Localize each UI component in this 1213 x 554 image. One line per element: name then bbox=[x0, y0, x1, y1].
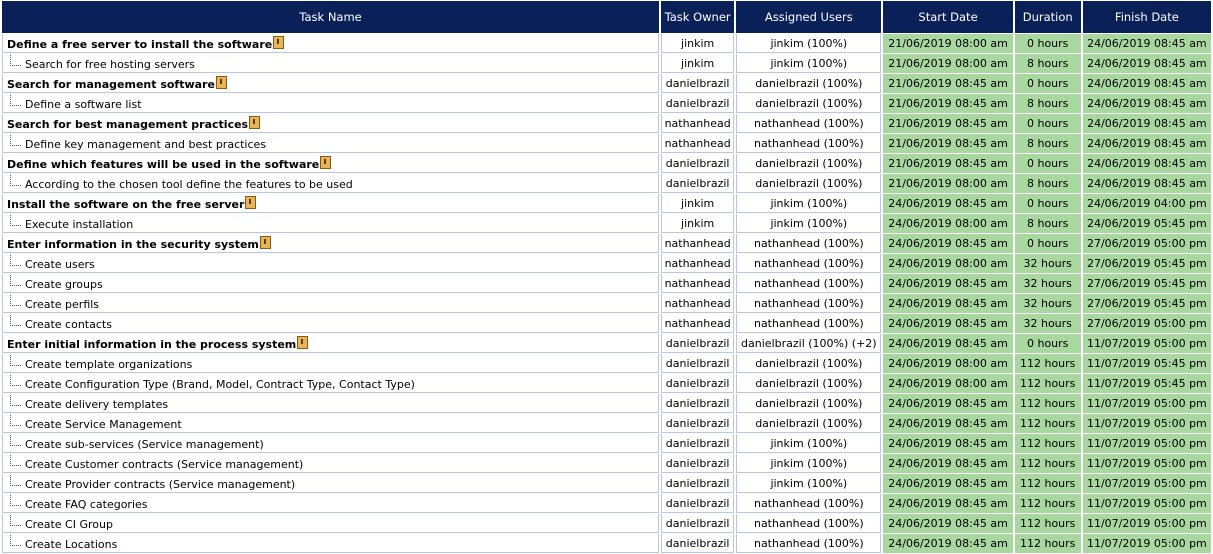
tree-connector-icon bbox=[10, 395, 21, 406]
duration-cell: 32 hours bbox=[1015, 254, 1081, 273]
tree-connector-icon bbox=[10, 415, 21, 426]
finish-date-cell: 11/07/2019 05:00 pm bbox=[1083, 514, 1211, 533]
task-rows bbox=[2, 34, 1211, 553]
task-name-cell[interactable] bbox=[2, 274, 659, 293]
tree-connector-icon bbox=[10, 355, 21, 366]
task-owner-cell: nathanhead bbox=[661, 114, 734, 133]
task-name-cell[interactable] bbox=[2, 454, 659, 473]
task-name-cell[interactable] bbox=[2, 94, 659, 113]
task-owner-cell: danielbrazil bbox=[661, 534, 734, 553]
task-owner-cell: jinkim bbox=[661, 194, 734, 213]
task-name-cell[interactable] bbox=[2, 494, 659, 513]
task-row-child[interactable] bbox=[2, 214, 1211, 233]
task-group-icon[interactable] bbox=[273, 36, 284, 49]
task-owner-cell: danielbrazil bbox=[661, 414, 734, 433]
start-date-cell: 24/06/2019 08:45 am bbox=[883, 434, 1012, 453]
task-name-cell[interactable] bbox=[2, 34, 659, 53]
task-name-cell[interactable] bbox=[2, 234, 659, 253]
duration-cell: 32 hours bbox=[1015, 274, 1081, 293]
finish-date-cell: 24/06/2019 08:45 am bbox=[1083, 94, 1211, 113]
task-row-parent[interactable] bbox=[2, 74, 1211, 93]
duration-cell: 112 hours bbox=[1015, 414, 1081, 433]
finish-date-cell: 11/07/2019 05:45 pm bbox=[1083, 354, 1211, 373]
assigned-users-cell: nathanhead (100%) bbox=[736, 294, 881, 313]
assigned-users-cell: nathanhead (100%) bbox=[736, 534, 881, 553]
finish-date-cell: 11/07/2019 05:00 pm bbox=[1083, 534, 1211, 553]
task-row-parent[interactable] bbox=[2, 194, 1211, 213]
task-name-cell[interactable] bbox=[2, 394, 659, 413]
task-name-label[interactable]: Create contacts bbox=[25, 318, 112, 331]
task-row-child[interactable] bbox=[2, 374, 1211, 393]
assigned-users-cell: jinkim (100%) bbox=[736, 54, 881, 73]
finish-date-cell: 11/07/2019 05:00 pm bbox=[1083, 394, 1211, 413]
duration-cell: 112 hours bbox=[1015, 394, 1081, 413]
finish-date-cell: 11/07/2019 05:00 pm bbox=[1083, 454, 1211, 473]
assigned-users-cell: jinkim (100%) bbox=[736, 434, 881, 453]
assigned-users-cell: danielbrazil (100%) bbox=[736, 394, 881, 413]
duration-cell: 112 hours bbox=[1015, 514, 1081, 533]
task-name-label[interactable]: Create FAQ categories bbox=[25, 498, 148, 511]
start-date-cell: 21/06/2019 08:45 am bbox=[883, 74, 1012, 93]
tree-connector-icon bbox=[10, 255, 21, 266]
task-row-child[interactable] bbox=[2, 414, 1211, 433]
duration-cell: 0 hours bbox=[1015, 234, 1081, 253]
task-owner-cell: nathanhead bbox=[661, 134, 734, 153]
duration-cell: 0 hours bbox=[1015, 154, 1081, 173]
assigned-users-cell: danielbrazil (100%) (+2) bbox=[736, 334, 881, 353]
duration-cell: 112 hours bbox=[1015, 454, 1081, 473]
tree-connector-icon bbox=[10, 315, 21, 326]
task-name-cell[interactable] bbox=[2, 354, 659, 373]
assigned-users-cell: nathanhead (100%) bbox=[736, 134, 881, 153]
task-owner-cell: nathanhead bbox=[661, 234, 734, 253]
assigned-users-cell: nathanhead (100%) bbox=[736, 274, 881, 293]
start-date-cell: 21/06/2019 08:45 am bbox=[883, 154, 1012, 173]
duration-cell: 112 hours bbox=[1015, 434, 1081, 453]
task-name-label[interactable]: Create Locations bbox=[25, 538, 118, 551]
task-owner-cell: danielbrazil bbox=[661, 334, 734, 353]
duration-cell: 32 hours bbox=[1015, 314, 1081, 333]
task-name-label[interactable]: Create users bbox=[25, 258, 95, 271]
finish-date-cell: 24/06/2019 08:45 am bbox=[1083, 74, 1211, 93]
duration-cell: 0 hours bbox=[1015, 194, 1081, 213]
start-date-cell: 24/06/2019 08:45 am bbox=[883, 194, 1012, 213]
column-header-start-date[interactable]: Start Date bbox=[883, 1, 1012, 33]
task-row-child[interactable] bbox=[2, 454, 1211, 473]
finish-date-cell: 11/07/2019 05:00 pm bbox=[1083, 414, 1211, 433]
duration-cell: 0 hours bbox=[1015, 114, 1081, 133]
task-owner-cell: danielbrazil bbox=[661, 74, 734, 93]
start-date-cell: 21/06/2019 08:45 am bbox=[883, 134, 1012, 153]
task-row-child[interactable] bbox=[2, 254, 1211, 273]
task-row-parent[interactable] bbox=[2, 34, 1211, 53]
tree-connector-icon bbox=[10, 295, 21, 306]
column-header-assigned-users[interactable]: Assigned Users bbox=[736, 1, 881, 33]
task-owner-cell: nathanhead bbox=[661, 254, 734, 273]
start-date-cell: 24/06/2019 08:00 am bbox=[883, 354, 1012, 373]
task-name-label[interactable]: Define key management and best practices bbox=[25, 138, 267, 151]
tree-connector-icon bbox=[10, 95, 21, 106]
task-name-label[interactable]: Install the software on the free server bbox=[7, 197, 245, 211]
finish-date-cell: 24/06/2019 08:45 am bbox=[1083, 134, 1211, 153]
task-row-child[interactable] bbox=[2, 134, 1211, 153]
task-name-cell[interactable] bbox=[2, 74, 659, 93]
start-date-cell: 24/06/2019 08:45 am bbox=[883, 534, 1012, 553]
task-name-label[interactable]: Search for free hosting servers bbox=[25, 58, 195, 71]
task-name-cell[interactable] bbox=[2, 434, 659, 453]
task-row-parent[interactable] bbox=[2, 154, 1211, 173]
task-name-label[interactable]: Enter initial information in the process system bbox=[7, 337, 297, 351]
task-row-child[interactable] bbox=[2, 494, 1211, 513]
task-row-parent[interactable] bbox=[2, 234, 1211, 253]
assigned-users-cell: danielbrazil (100%) bbox=[736, 74, 881, 93]
duration-cell: 112 hours bbox=[1015, 354, 1081, 373]
task-name-label[interactable]: Define a free server to install the software bbox=[7, 37, 273, 51]
task-row-child[interactable] bbox=[2, 314, 1211, 333]
task-row-child[interactable] bbox=[2, 294, 1211, 313]
task-owner-cell: danielbrazil bbox=[661, 514, 734, 533]
task-row-child[interactable] bbox=[2, 174, 1211, 193]
assigned-users-cell: danielbrazil (100%) bbox=[736, 154, 881, 173]
finish-date-cell: 24/06/2019 08:45 am bbox=[1083, 114, 1211, 133]
tree-connector-icon bbox=[10, 535, 21, 546]
tree-connector-icon bbox=[10, 175, 21, 186]
task-name-label[interactable]: Define a software list bbox=[25, 98, 142, 111]
assigned-users-cell: jinkim (100%) bbox=[736, 34, 881, 53]
duration-cell: 0 hours bbox=[1015, 34, 1081, 53]
tree-connector-icon bbox=[10, 475, 21, 486]
task-name-label[interactable]: Create delivery templates bbox=[25, 398, 169, 411]
duration-cell: 8 hours bbox=[1015, 54, 1081, 73]
task-name-cell[interactable] bbox=[2, 334, 659, 353]
task-name-label[interactable]: Create Configuration Type (Brand, Model, Contract Type, Contact Type) bbox=[25, 378, 415, 391]
finish-date-cell: 11/07/2019 05:00 pm bbox=[1083, 494, 1211, 513]
task-row-child[interactable] bbox=[2, 394, 1211, 413]
finish-date-cell: 27/06/2019 05:00 pm bbox=[1083, 314, 1211, 333]
task-name-cell[interactable] bbox=[2, 414, 659, 433]
duration-cell: 32 hours bbox=[1015, 294, 1081, 313]
assigned-users-cell: nathanhead (100%) bbox=[736, 494, 881, 513]
assigned-users-cell: danielbrazil (100%) bbox=[736, 354, 881, 373]
assigned-users-cell: jinkim (100%) bbox=[736, 454, 881, 473]
task-owner-cell: jinkim bbox=[661, 214, 734, 233]
start-date-cell: 21/06/2019 08:00 am bbox=[883, 34, 1012, 53]
task-name-cell[interactable] bbox=[2, 174, 659, 193]
assigned-users-cell: nathanhead (100%) bbox=[736, 114, 881, 133]
task-name-cell[interactable] bbox=[2, 474, 659, 493]
assigned-users-cell: danielbrazil (100%) bbox=[736, 374, 881, 393]
tree-connector-icon bbox=[10, 455, 21, 466]
start-date-cell: 21/06/2019 08:00 am bbox=[883, 54, 1012, 73]
task-row-child[interactable] bbox=[2, 94, 1211, 113]
assigned-users-cell: nathanhead (100%) bbox=[736, 314, 881, 333]
assigned-users-cell: danielbrazil (100%) bbox=[736, 414, 881, 433]
task-owner-cell: danielbrazil bbox=[661, 374, 734, 393]
start-date-cell: 24/06/2019 08:45 am bbox=[883, 494, 1012, 513]
finish-date-cell: 24/06/2019 08:45 am bbox=[1083, 154, 1211, 173]
finish-date-cell: 27/06/2019 05:45 pm bbox=[1083, 254, 1211, 273]
task-name-cell[interactable] bbox=[2, 194, 659, 213]
finish-date-cell: 27/06/2019 05:00 pm bbox=[1083, 234, 1211, 253]
start-date-cell: 24/06/2019 08:45 am bbox=[883, 394, 1012, 413]
finish-date-cell: 27/06/2019 05:45 pm bbox=[1083, 294, 1211, 313]
start-date-cell: 24/06/2019 08:00 am bbox=[883, 374, 1012, 393]
duration-cell: 8 hours bbox=[1015, 94, 1081, 113]
finish-date-cell: 11/07/2019 05:00 pm bbox=[1083, 434, 1211, 453]
start-date-cell: 24/06/2019 08:45 am bbox=[883, 414, 1012, 433]
task-group-icon[interactable] bbox=[249, 116, 260, 129]
column-header-task-name[interactable]: Task Name bbox=[2, 1, 659, 33]
column-header-task-owner[interactable]: Task Owner bbox=[661, 1, 734, 33]
task-group-icon[interactable] bbox=[245, 196, 256, 209]
finish-date-cell: 24/06/2019 08:45 am bbox=[1083, 54, 1211, 73]
task-group-icon[interactable] bbox=[320, 156, 331, 169]
task-owner-cell: danielbrazil bbox=[661, 94, 734, 113]
task-name-label[interactable]: Define which features will be used in the software bbox=[7, 157, 320, 171]
tree-connector-icon bbox=[10, 275, 21, 286]
task-row-child[interactable] bbox=[2, 274, 1211, 293]
start-date-cell: 24/06/2019 08:45 am bbox=[883, 234, 1012, 253]
task-owner-cell: danielbrazil bbox=[661, 494, 734, 513]
task-row-child[interactable] bbox=[2, 54, 1211, 73]
finish-date-cell: 24/06/2019 05:45 pm bbox=[1083, 214, 1211, 233]
tree-connector-icon bbox=[10, 135, 21, 146]
assigned-users-cell: jinkim (100%) bbox=[736, 214, 881, 233]
tree-connector-icon bbox=[10, 375, 21, 386]
task-owner-cell: danielbrazil bbox=[661, 434, 734, 453]
start-date-cell: 24/06/2019 08:45 am bbox=[883, 334, 1012, 353]
duration-cell: 112 hours bbox=[1015, 534, 1081, 553]
task-name-label[interactable]: Search for best management practices bbox=[7, 117, 249, 131]
finish-date-cell: 24/06/2019 08:45 am bbox=[1083, 174, 1211, 193]
task-name-label[interactable]: Create Provider contracts (Service management) bbox=[25, 478, 296, 491]
finish-date-cell: 24/06/2019 08:45 am bbox=[1083, 34, 1211, 53]
task-owner-cell: danielbrazil bbox=[661, 394, 734, 413]
task-owner-cell: danielbrazil bbox=[661, 454, 734, 473]
task-group-icon[interactable] bbox=[260, 236, 271, 249]
task-name-cell[interactable] bbox=[2, 374, 659, 393]
finish-date-cell: 11/07/2019 05:00 pm bbox=[1083, 474, 1211, 493]
duration-cell: 8 hours bbox=[1015, 174, 1081, 193]
task-name-cell[interactable] bbox=[2, 154, 659, 173]
duration-cell: 8 hours bbox=[1015, 134, 1081, 153]
start-date-cell: 24/06/2019 08:00 am bbox=[883, 254, 1012, 273]
tree-connector-icon bbox=[10, 515, 21, 526]
task-row-child[interactable] bbox=[2, 354, 1211, 373]
tree-connector-icon bbox=[10, 495, 21, 506]
task-group-icon[interactable] bbox=[216, 76, 227, 89]
tree-connector-icon bbox=[10, 55, 21, 66]
duration-cell: 112 hours bbox=[1015, 374, 1081, 393]
task-name-cell[interactable] bbox=[2, 54, 659, 73]
start-date-cell: 24/06/2019 08:45 am bbox=[883, 274, 1012, 293]
duration-cell: 8 hours bbox=[1015, 214, 1081, 233]
task-name-cell[interactable] bbox=[2, 294, 659, 313]
tree-connector-icon bbox=[10, 435, 21, 446]
assigned-users-cell: danielbrazil (100%) bbox=[736, 174, 881, 193]
column-header-finish-date[interactable]: Finish Date bbox=[1083, 1, 1211, 33]
task-name-cell[interactable] bbox=[2, 214, 659, 233]
assigned-users-cell: jinkim (100%) bbox=[736, 194, 881, 213]
start-date-cell: 24/06/2019 08:45 am bbox=[883, 454, 1012, 473]
start-date-cell: 24/06/2019 08:00 am bbox=[883, 214, 1012, 233]
assigned-users-cell: nathanhead (100%) bbox=[736, 234, 881, 253]
task-name-label[interactable]: Create Service Management bbox=[25, 418, 182, 431]
task-name-cell[interactable] bbox=[2, 534, 659, 553]
task-owner-cell: danielbrazil bbox=[661, 474, 734, 493]
duration-cell: 0 hours bbox=[1015, 74, 1081, 93]
task-name-cell[interactable] bbox=[2, 254, 659, 273]
task-owner-cell: danielbrazil bbox=[661, 154, 734, 173]
task-owner-cell: danielbrazil bbox=[661, 174, 734, 193]
task-name-label[interactable]: Create groups bbox=[25, 278, 103, 291]
column-header-duration[interactable]: Duration bbox=[1015, 1, 1081, 33]
task-name-cell[interactable] bbox=[2, 114, 659, 133]
task-owner-cell: nathanhead bbox=[661, 294, 734, 313]
duration-cell: 112 hours bbox=[1015, 474, 1081, 493]
tree-connector-icon bbox=[10, 215, 21, 226]
task-name-label[interactable]: Create template organizations bbox=[25, 358, 193, 371]
start-date-cell: 21/06/2019 08:45 am bbox=[883, 94, 1012, 113]
task-name-label[interactable]: Create Customer contracts (Service management) bbox=[25, 458, 304, 471]
start-date-cell: 21/06/2019 08:00 am bbox=[883, 174, 1012, 193]
task-owner-cell: nathanhead bbox=[661, 314, 734, 333]
assigned-users-cell: nathanhead (100%) bbox=[736, 514, 881, 533]
task-name-label[interactable]: Execute installation bbox=[25, 218, 134, 231]
task-row-child[interactable] bbox=[2, 434, 1211, 453]
duration-cell: 0 hours bbox=[1015, 334, 1081, 353]
task-name-label[interactable]: Enter information in the security system bbox=[7, 237, 259, 251]
task-name-label[interactable]: Create sub-services (Service management) bbox=[25, 438, 264, 451]
task-owner-cell: danielbrazil bbox=[661, 354, 734, 373]
header-row bbox=[2, 1, 1211, 33]
task-row-child[interactable] bbox=[2, 514, 1211, 533]
assigned-users-cell: nathanhead (100%) bbox=[736, 254, 881, 273]
assigned-users-cell: jinkim (100%) bbox=[736, 474, 881, 493]
task-name-label[interactable]: Search for management software bbox=[7, 77, 215, 91]
start-date-cell: 24/06/2019 08:45 am bbox=[883, 474, 1012, 493]
task-name-cell[interactable] bbox=[2, 314, 659, 333]
start-date-cell: 24/06/2019 08:45 am bbox=[883, 294, 1012, 313]
task-name-cell[interactable] bbox=[2, 134, 659, 153]
task-row-parent[interactable] bbox=[2, 114, 1211, 133]
task-name-label[interactable]: Create CI Group bbox=[25, 518, 113, 531]
task-name-label[interactable]: According to the chosen tool define the features to be used bbox=[25, 178, 353, 191]
task-name-label[interactable]: Create perfils bbox=[25, 298, 100, 311]
assigned-users-cell: danielbrazil (100%) bbox=[736, 94, 881, 113]
finish-date-cell: 24/06/2019 04:00 pm bbox=[1083, 194, 1211, 213]
start-date-cell: 24/06/2019 08:45 am bbox=[883, 314, 1012, 333]
finish-date-cell: 11/07/2019 05:45 pm bbox=[1083, 374, 1211, 393]
task-owner-cell: jinkim bbox=[661, 54, 734, 73]
task-row-child[interactable] bbox=[2, 534, 1211, 553]
task-name-cell[interactable] bbox=[2, 514, 659, 533]
finish-date-cell: 11/07/2019 05:00 pm bbox=[1083, 334, 1211, 353]
start-date-cell: 24/06/2019 08:45 am bbox=[883, 514, 1012, 533]
finish-date-cell: 27/06/2019 05:45 pm bbox=[1083, 274, 1211, 293]
start-date-cell: 21/06/2019 08:45 am bbox=[883, 114, 1012, 133]
duration-cell: 112 hours bbox=[1015, 494, 1081, 513]
task-row-parent[interactable] bbox=[2, 334, 1211, 353]
task-row-child[interactable] bbox=[2, 474, 1211, 493]
task-owner-cell: nathanhead bbox=[661, 274, 734, 293]
task-group-icon[interactable] bbox=[297, 336, 308, 349]
task-owner-cell: jinkim bbox=[661, 34, 734, 53]
